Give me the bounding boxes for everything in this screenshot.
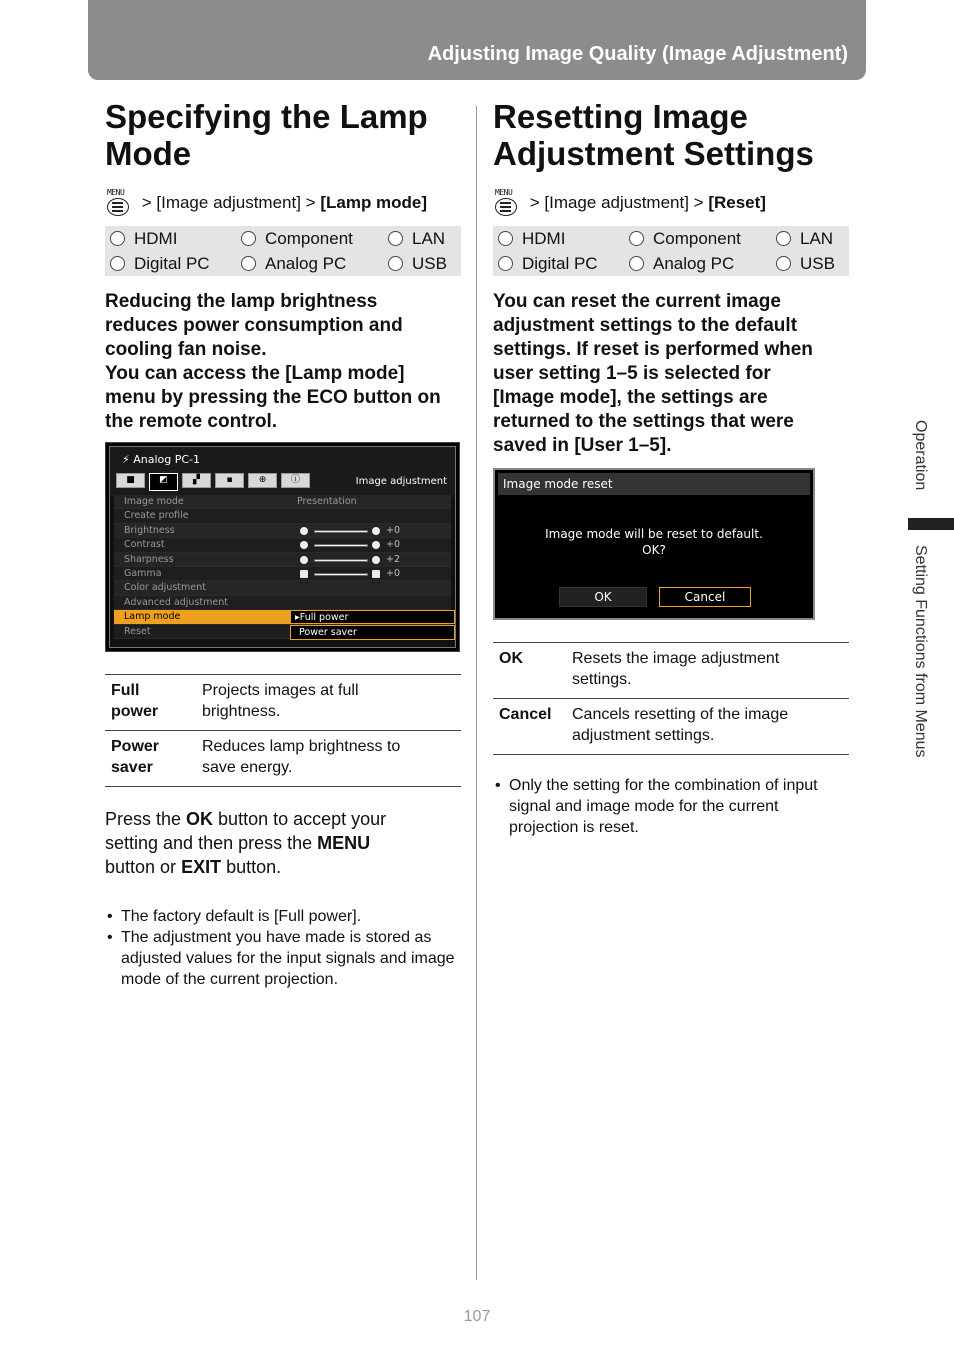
gamma-icon: [300, 570, 308, 578]
gamma-icon: [372, 570, 380, 578]
osd-row-lamp-mode: Lamp mode ▸Full power: [114, 610, 451, 624]
osd-menu-rows: [114, 495, 451, 639]
osd-tab-network-icon: ⊕: [248, 473, 277, 488]
dialog-cancel-button: Cancel: [659, 587, 751, 607]
menu-button-icon: MENU: [493, 188, 521, 218]
column-divider: [476, 106, 477, 1280]
osd-tab-image-icon: ◩: [149, 473, 178, 491]
sun-icon: [300, 527, 308, 535]
dialog-message: Image mode will be reset to default. OK?: [545, 527, 763, 557]
radio-icon: [388, 256, 403, 271]
table-row: Power saver Reduces lamp brightness to save energy.: [105, 731, 461, 787]
reset-options-table: [493, 642, 849, 755]
chapter-header-bar: [88, 0, 866, 80]
dialog-title: Image mode reset: [498, 473, 810, 495]
sharpness-icon: [300, 556, 308, 564]
table-row: OK Resets the image adjustment settings.: [493, 643, 849, 699]
osd-row: Create profile: [114, 509, 451, 523]
lamp-mode-lead: Reducing the lamp brightness reduces power consumption and cooling fan noise. You can access the [Lamp mode] menu by pressing the ECO button on the remote control.: [105, 291, 441, 432]
radio-icon: [241, 231, 256, 246]
image-adjustment-osd-screenshot: ⚡ Analog PC-1 ■ ◩ ▞ ▪ ⊕ ⓘ Image adjustment Image mode Presentation Create profile Brightness +0 Contrast +0 Sharpness +2 Gamma +0 Color adjustment Advanced adjustment Lamp mode ▸Full power Reset Power saver: [105, 442, 460, 652]
osd-tab-system-icon: ▪: [215, 473, 244, 488]
radio-icon: [110, 256, 125, 271]
radio-icon: [498, 256, 513, 271]
osd-row: Contrast +0: [114, 538, 451, 552]
menu-button-icon: MENU: [105, 188, 133, 218]
input-signal-box: HDMI Component LAN Digital PC Analog PC USB: [493, 226, 849, 276]
contrast-icon: [372, 541, 380, 549]
lamp-mode-notes: [105, 906, 461, 990]
osd-row: Gamma +0: [114, 567, 451, 581]
radio-icon: [498, 231, 513, 246]
table-row: Full power Projects images at full brightness.: [105, 675, 461, 731]
list-item: • The adjustment you have made is stored as adjusted values for the input signals and image mode of the current projection.: [105, 927, 461, 990]
osd-row-reset: Reset Power saver: [114, 625, 451, 639]
osd-tab-display-icon: ■: [116, 473, 145, 488]
press-ok-instructions: Press the OK button to accept your setting and then press the MENU button or EXIT button.: [105, 809, 387, 877]
osd-row: Advanced adjustment: [114, 596, 451, 610]
radio-icon: [629, 231, 644, 246]
table-row: Cancel Cancels resetting of the image adjustment settings.: [493, 699, 849, 755]
radio-icon: [110, 231, 125, 246]
list-item: • The factory default is [Full power].: [105, 906, 461, 927]
input-signal-box: HDMI Component LAN Digital PC Analog PC USB: [105, 226, 461, 276]
chapter-header-title: Adjusting Image Quality (Image Adjustment): [427, 43, 848, 65]
radio-icon: [629, 256, 644, 271]
list-item: • Only the setting for the combination of input signal and image mode for the current projection is reset.: [493, 775, 849, 838]
right-column: [493, 98, 849, 838]
sharpness-icon: [372, 556, 380, 564]
reset-title: Resetting Image Adjustment Settings: [493, 98, 814, 172]
image-mode-reset-dialog-screenshot: [493, 468, 815, 620]
radio-icon: [776, 231, 791, 246]
osd-source-label: ⚡ Analog PC-1: [122, 453, 201, 466]
page-number: 107: [463, 1308, 491, 1325]
reset-lead: You can reset the current image adjustment settings to the default settings. If reset is performed when user setting 1–5 is selected for [Image mode], the settings are returned to the settings that were saved in [User 1–5].: [493, 291, 813, 456]
osd-row: Sharpness +2: [114, 553, 451, 567]
dialog-ok-button: OK: [559, 587, 647, 607]
sun-icon: [372, 527, 380, 535]
reset-notes: [493, 775, 849, 838]
osd-row: Image mode Presentation: [114, 495, 451, 509]
left-column: [105, 98, 461, 990]
osd-row: Brightness +0: [114, 524, 451, 538]
radio-icon: [241, 256, 256, 271]
reset-menu-path: MENU > [Image adjustment] > [Reset]: [493, 188, 849, 218]
lamp-mode-options-table: [105, 674, 461, 787]
lamp-mode-menu-path: MENU > [Image adjustment] > [Lamp mode]: [105, 188, 461, 218]
osd-tab-info-icon: ⓘ: [281, 473, 310, 488]
osd-tabs: [116, 473, 310, 491]
contrast-icon: [300, 541, 308, 549]
lamp-mode-title: Specifying the Lamp Mode: [105, 98, 428, 172]
osd-row: Color adjustment: [114, 581, 451, 595]
side-section-marker: [908, 518, 954, 530]
side-section-setting-functions: Setting Functions from Menus: [912, 545, 929, 758]
side-section-operation: Operation: [912, 420, 929, 491]
osd-tab-install-icon: ▞: [182, 473, 211, 488]
radio-icon: [776, 256, 791, 271]
radio-icon: [388, 231, 403, 246]
